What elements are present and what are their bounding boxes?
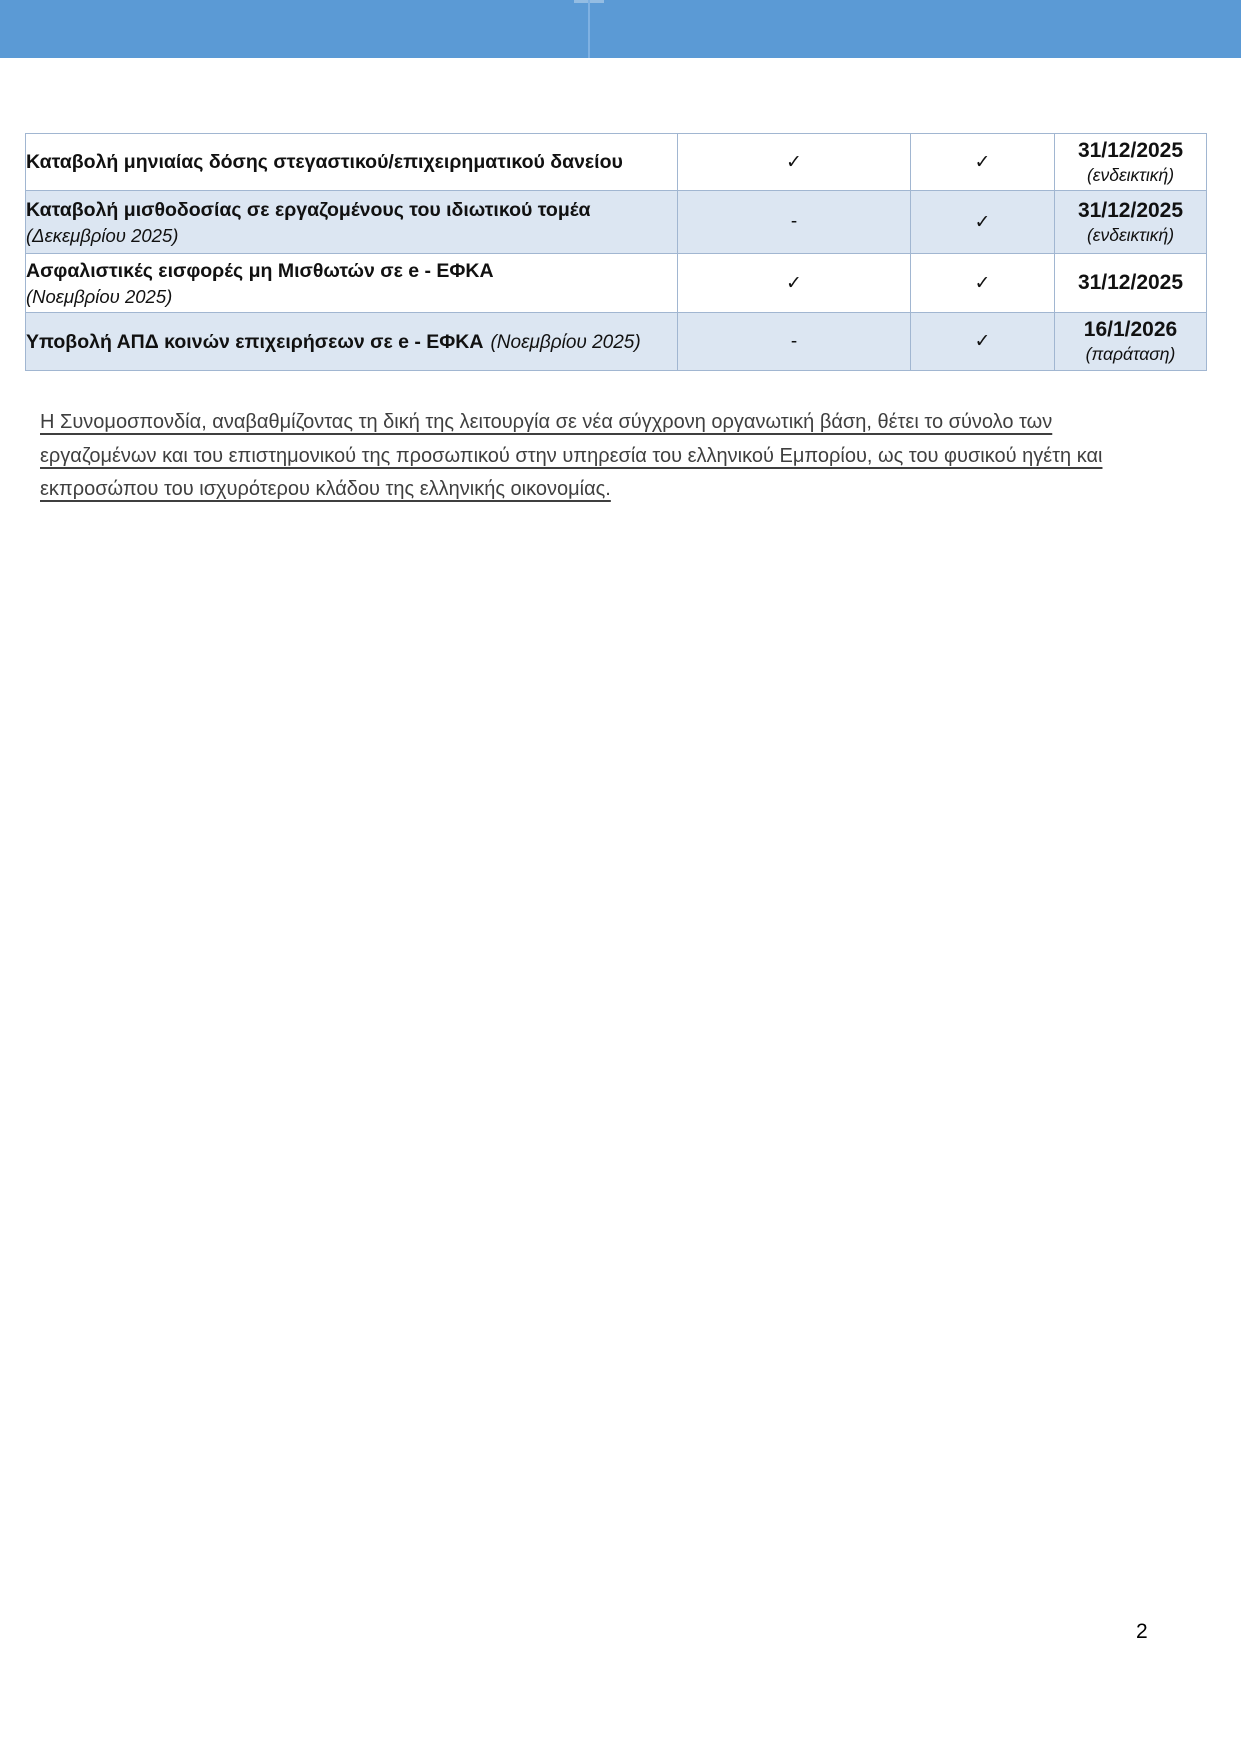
- paragraph-line: εκπροσώπου του ισχυρότερου κλάδου της ελληνικής οικονομίας.: [40, 478, 611, 500]
- row-title: Ασφαλιστικές εισφορές μη Μισθωτών σε e - ΕΦΚΑ: [26, 259, 494, 282]
- dash-mark: -: [790, 211, 798, 232]
- header-bar: [0, 0, 1241, 58]
- row-subtitle: (Δεκεμβρίου 2025): [26, 224, 179, 246]
- table-row: [26, 191, 1207, 254]
- table-row: [26, 134, 1207, 191]
- checkmark-icon: ✓: [786, 151, 802, 173]
- row-subtitle-inline: (Νοεμβρίου 2025): [490, 331, 641, 353]
- checkmark-icon: ✓: [974, 331, 991, 352]
- body-paragraph: [40, 406, 1215, 507]
- checkmark-icon: ✓: [786, 272, 802, 294]
- checkmark-icon: ✓: [974, 211, 991, 233]
- deadline-note: (ενδεικτική): [1086, 164, 1175, 185]
- deadlines-table: [25, 133, 1207, 371]
- header-bar-divider: [588, 0, 590, 58]
- table-row: [26, 313, 1207, 371]
- deadline-date: 31/12/2025: [1077, 198, 1184, 222]
- row-title: Καταβολή μισθοδοσίας σε εργαζομένους του ιδιωτικού τομέα: [26, 198, 591, 221]
- deadline-date: 31/12/2025: [1077, 138, 1184, 162]
- checkmark-icon: ✓: [974, 272, 991, 294]
- paragraph-line: Η Συνομοσπονδία, αναβαθμίζοντας τη δική της λειτουργία σε νέα σύγχρονη οργανωτική βάση, θέτει το σύνολο των: [40, 411, 1053, 433]
- deadline-note: (παράταση): [1085, 344, 1176, 364]
- paragraph-line: εργαζομένων και του επιστημονικού της προσωπικού στην υπηρεσία του ελληνικού Εμπορίου, ως του φυσικού ηγέτη και: [40, 444, 1103, 467]
- row-title: Καταβολή μηνιαίας δόσης στεγαστικού/επιχειρηματικού δανείου: [26, 151, 623, 173]
- checkmark-icon: ✓: [974, 151, 991, 173]
- deadline-date: 16/1/2026: [1083, 318, 1178, 341]
- deadline-date: 31/12/2025: [1077, 271, 1184, 294]
- row-title: Υποβολή ΑΠΔ κοινών επιχειρήσεων σε e - ΕΦΚΑ: [26, 330, 484, 353]
- deadline-note: (ενδεικτική): [1086, 224, 1175, 245]
- row-subtitle: (Νοεμβρίου 2025): [26, 285, 173, 307]
- dash-mark: -: [790, 330, 798, 352]
- page-number: 2: [1136, 1620, 1148, 1643]
- table-row: [26, 254, 1207, 313]
